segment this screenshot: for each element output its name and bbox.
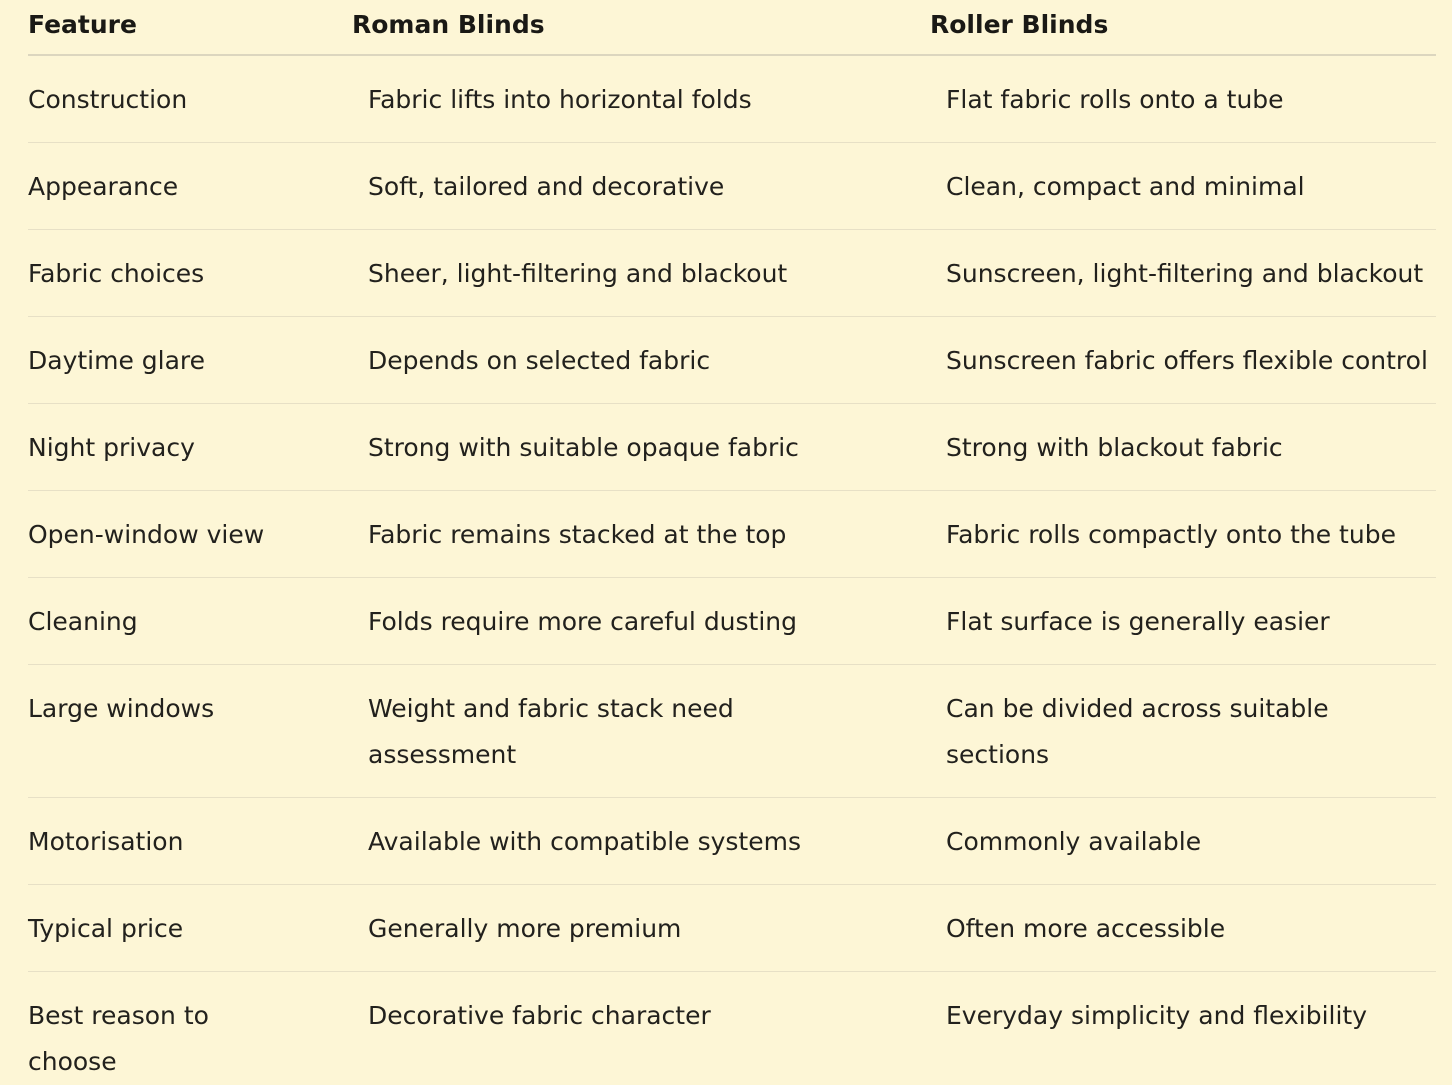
header-roller-blinds: Roller Blinds <box>930 10 1109 39</box>
roman-cell: Folds require more careful dusting <box>368 607 798 636</box>
feature-cell: Fabric choices <box>28 259 205 288</box>
table-row <box>28 885 1436 972</box>
table-header-row <box>28 0 1436 56</box>
roman-cell: Fabric lifts into horizontal folds <box>368 85 752 114</box>
roller-cell: Clean, compact and minimal <box>946 172 1305 201</box>
roman-cell <box>368 993 711 1039</box>
roller-cell-line: Can be divided across suitable <box>946 694 1329 723</box>
table-row <box>28 56 1436 143</box>
feature-cell: Motorisation <box>28 827 184 856</box>
roller-cell-line: Everyday simplicity and flexibility <box>946 1001 1368 1030</box>
feature-cell: Appearance <box>28 172 179 201</box>
roman-cell <box>368 686 734 778</box>
feature-cell-line: Best reason to <box>28 1001 209 1030</box>
header-feature: Feature <box>28 10 137 39</box>
roman-cell: Fabric remains stacked at the top <box>368 520 787 549</box>
roller-cell-line: sections <box>946 740 1050 769</box>
table-row <box>28 143 1436 230</box>
table-row <box>28 230 1436 317</box>
roller-cell: Strong with blackout fabric <box>946 433 1283 462</box>
comparison-table <box>28 0 1436 1083</box>
feature-cell: Cleaning <box>28 607 138 636</box>
roller-cell: Commonly available <box>946 827 1202 856</box>
roller-cell: Fabric rolls compactly onto the tube <box>946 520 1396 549</box>
table-row <box>28 578 1436 665</box>
roman-cell-line: assessment <box>368 740 517 769</box>
roller-cell: Sunscreen fabric offers flexible control <box>946 346 1428 375</box>
roller-cell: Flat fabric rolls onto a tube <box>946 85 1284 114</box>
roman-cell: Depends on selected fabric <box>368 346 711 375</box>
roman-cell-line: Decorative fabric character <box>368 1001 711 1030</box>
feature-cell-line: Large windows <box>28 694 215 723</box>
feature-cell: Typical price <box>28 914 184 943</box>
feature-cell: Daytime glare <box>28 346 206 375</box>
feature-cell-line: choose <box>28 1047 117 1076</box>
table-row <box>28 317 1436 404</box>
table-row <box>28 972 1436 1083</box>
roller-cell <box>946 993 1367 1039</box>
table-row <box>28 665 1436 798</box>
roller-cell <box>946 686 1329 778</box>
roman-cell: Sheer, light-filtering and blackout <box>368 259 788 288</box>
feature-cell: Night privacy <box>28 433 195 462</box>
roller-cell: Sunscreen, light-filtering and blackout <box>946 259 1424 288</box>
roller-cell: Often more accessible <box>946 914 1226 943</box>
roman-cell: Strong with suitable opaque fabric <box>368 433 799 462</box>
feature-cell: Open-window view <box>28 520 265 549</box>
feature-cell <box>28 686 214 732</box>
roman-cell: Soft, tailored and decorative <box>368 172 725 201</box>
table-row <box>28 404 1436 491</box>
feature-cell: Construction <box>28 85 188 114</box>
roman-cell-line: Weight and fabric stack need <box>368 694 734 723</box>
roman-cell: Available with compatible systems <box>368 827 801 856</box>
header-roman-blinds: Roman Blinds <box>352 10 545 39</box>
table-row <box>28 491 1436 578</box>
feature-cell <box>28 993 209 1085</box>
table-row <box>28 798 1436 885</box>
roller-cell: Flat surface is generally easier <box>946 607 1330 636</box>
roman-cell: Generally more premium <box>368 914 682 943</box>
